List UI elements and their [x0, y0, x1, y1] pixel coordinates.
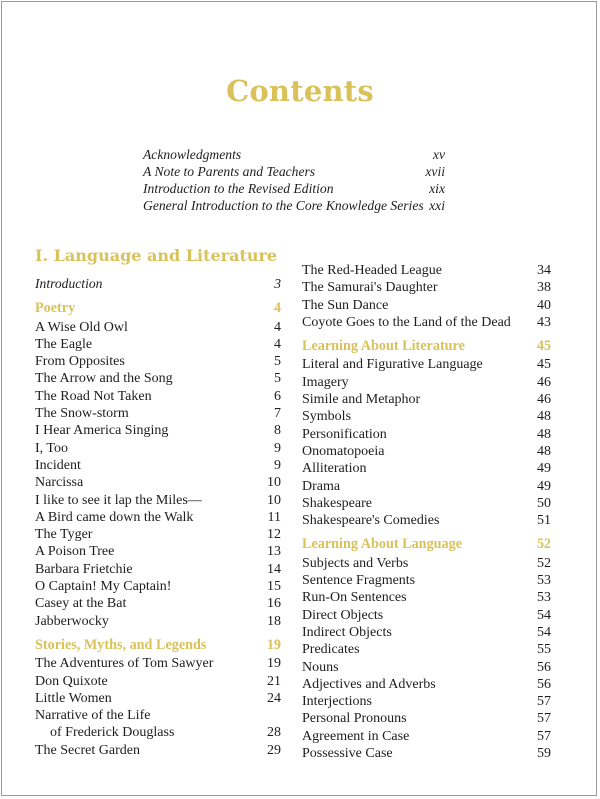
- toc-entry[interactable]: [302, 710, 551, 727]
- toc-right-column: [302, 262, 551, 762]
- entry-title: Simile and Metaphor: [302, 392, 421, 408]
- front-matter-list: [143, 146, 445, 214]
- entry-page: 15: [267, 579, 281, 595]
- toc-entry[interactable]: [35, 613, 281, 630]
- entry-title: Stories, Myths, and Legends: [35, 636, 207, 653]
- toc-entry[interactable]: [302, 426, 551, 443]
- entry-title: Symbols: [302, 409, 352, 425]
- entry-title: Learning About Language: [302, 536, 463, 553]
- toc-subsection-heading[interactable]: [302, 536, 551, 553]
- entry-page: 51: [537, 513, 551, 529]
- entry-page: 49: [537, 478, 551, 494]
- entry-title: Onomatopoeia: [302, 443, 385, 459]
- toc-entry[interactable]: [302, 607, 551, 624]
- toc-entry[interactable]: [35, 561, 281, 578]
- entry-title: Subjects and Verbs: [302, 555, 409, 571]
- front-matter-item[interactable]: [143, 180, 445, 197]
- entry-page: 43: [537, 314, 551, 330]
- entry-title: Sentence Fragments: [302, 573, 416, 589]
- toc-entry[interactable]: [302, 495, 551, 512]
- toc-entry[interactable]: [302, 659, 551, 676]
- entry-page: 57: [537, 694, 551, 710]
- entry-page: xix: [429, 181, 445, 196]
- front-matter-item[interactable]: [143, 146, 445, 163]
- entry-page: 9: [274, 457, 281, 473]
- entry-page: 9: [274, 440, 281, 456]
- entry-title: The Samurai's Daughter: [302, 280, 438, 296]
- entry-title: Agreement in Case: [302, 728, 410, 744]
- entry-page: 5: [274, 354, 281, 370]
- entry-title: The Secret Garden: [35, 742, 140, 758]
- entry-title: Acknowledgments: [143, 147, 242, 162]
- entry-title: Little Women: [35, 690, 112, 706]
- entry-page: 28: [267, 725, 281, 741]
- entry-title: Casey at the Bat: [35, 596, 127, 612]
- toc-entry[interactable]: [35, 405, 281, 422]
- entry-title: Alliteration: [302, 461, 367, 477]
- entry-page: 4: [274, 319, 281, 335]
- entry-title: The Red-Headed League: [302, 263, 442, 278]
- entry-page: 46: [537, 374, 551, 390]
- entry-title: A Note to Parents and Teachers: [143, 164, 316, 179]
- entry-page: 10: [267, 475, 281, 491]
- toc-entry[interactable]: [302, 745, 551, 762]
- entry-title: Introduction to the Revised Edition: [143, 181, 334, 196]
- toc-entry[interactable]: [302, 443, 551, 460]
- entry-page: 7: [274, 406, 281, 422]
- entry-title: of Frederick Douglass: [50, 725, 175, 741]
- section-heading: I. Language and Literature: [35, 246, 278, 265]
- entry-title: General Introduction to the Core Knowledge Series: [143, 198, 424, 213]
- entry-page: 40: [537, 297, 551, 313]
- entry-title: The Snow-storm: [35, 406, 129, 422]
- entry-page: 54: [537, 624, 551, 640]
- entry-title: Learning About Literature: [302, 338, 465, 355]
- entry-title: Personal Pronouns: [302, 711, 407, 727]
- toc-entry[interactable]: [302, 641, 551, 658]
- toc-entry[interactable]: [35, 440, 281, 457]
- entry-page: 4: [273, 300, 281, 317]
- entry-title: The Arrow and the Song: [35, 371, 173, 387]
- entry-title: A Bird came down the Walk: [35, 509, 194, 525]
- entry-title: Narcissa: [35, 475, 84, 491]
- entry-title: I Hear America Singing: [35, 423, 169, 439]
- entry-title: Possessive Case: [302, 746, 393, 762]
- entry-page: 38: [537, 280, 551, 296]
- entry-title: The Road Not Taken: [35, 388, 152, 404]
- toc-entry[interactable]: [302, 555, 551, 572]
- entry-page: 18: [267, 613, 281, 629]
- toc-entry[interactable]: [302, 297, 551, 314]
- entry-page: 59: [537, 746, 551, 762]
- toc-entry[interactable]: [35, 275, 281, 292]
- front-matter-item[interactable]: [143, 197, 445, 214]
- entry-title: Imagery: [302, 374, 349, 390]
- entry-title: Direct Objects: [302, 607, 384, 623]
- toc-entry[interactable]: [35, 595, 281, 612]
- entry-title: I like to see it lap the Miles—: [35, 492, 202, 508]
- entry-title: A Wise Old Owl: [35, 319, 128, 335]
- entry-page: 29: [267, 742, 281, 758]
- entry-page: 57: [537, 711, 551, 727]
- entry-title: Poetry: [35, 300, 76, 317]
- toc-subsection-heading[interactable]: [35, 637, 281, 654]
- entry-page: 10: [267, 492, 281, 508]
- toc-entry[interactable]: [35, 707, 281, 724]
- toc-subsection-heading[interactable]: [302, 338, 551, 355]
- toc-entry[interactable]: [302, 279, 551, 296]
- entry-page: 34: [537, 263, 551, 278]
- toc-entry[interactable]: [302, 693, 551, 710]
- toc-entry[interactable]: [302, 512, 551, 529]
- entry-title: Adjectives and Adverbs: [302, 676, 436, 692]
- entry-page: 11: [267, 509, 281, 525]
- entry-title: The Adventures of Tom Sawyer: [35, 656, 214, 672]
- entry-page: 5: [274, 371, 281, 387]
- toc-entry[interactable]: [35, 742, 281, 759]
- entry-title: Jabberwocky: [35, 613, 109, 629]
- entry-page: xxi: [429, 198, 445, 213]
- entry-page: 13: [267, 544, 281, 560]
- entry-page: 53: [537, 573, 551, 589]
- entry-page: 56: [537, 676, 551, 692]
- toc-entry[interactable]: [302, 374, 551, 391]
- toc-entry[interactable]: [35, 474, 281, 491]
- toc-entry[interactable]: [302, 589, 551, 606]
- toc-entry[interactable]: [35, 319, 281, 336]
- toc-entry[interactable]: [35, 578, 281, 595]
- entry-page: 45: [536, 338, 551, 355]
- entry-page: 49: [537, 461, 551, 477]
- entry-page: 53: [537, 590, 551, 606]
- toc-entry[interactable]: [35, 336, 281, 353]
- toc-entry[interactable]: [302, 262, 551, 279]
- entry-title: The Sun Dance: [302, 297, 389, 313]
- toc-entry[interactable]: [302, 676, 551, 693]
- toc-entry[interactable]: [35, 724, 281, 741]
- entry-title: Personification: [302, 426, 387, 442]
- entry-page: xv: [432, 147, 445, 162]
- page-title: Contents: [226, 74, 374, 108]
- entry-page: 24: [267, 690, 281, 706]
- toc-entry[interactable]: [302, 408, 551, 425]
- toc-entry[interactable]: [35, 492, 281, 509]
- toc-entry[interactable]: [35, 422, 281, 439]
- entry-page: 14: [267, 561, 281, 577]
- entry-title: I, Too: [35, 440, 68, 456]
- entry-page: 45: [537, 357, 551, 373]
- toc-entry[interactable]: [35, 457, 281, 474]
- entry-page: 21: [267, 673, 281, 689]
- entry-title: O Captain! My Captain!: [35, 579, 172, 595]
- entry-page: xvii: [425, 164, 445, 179]
- entry-title: Introduction: [35, 276, 103, 291]
- toc-entry[interactable]: [302, 460, 551, 477]
- toc-entry[interactable]: [302, 624, 551, 641]
- front-matter-item[interactable]: [143, 163, 445, 180]
- entry-title: From Opposites: [35, 354, 125, 370]
- entry-page: 46: [537, 392, 551, 408]
- entry-title: Predicates: [302, 642, 360, 658]
- entry-title: Run-On Sentences: [302, 590, 407, 606]
- entry-page: 3: [274, 276, 281, 291]
- toc-entry[interactable]: [302, 478, 551, 495]
- entry-title: The Eagle: [35, 336, 93, 352]
- entry-title: Barbara Frietchie: [35, 561, 133, 577]
- toc-left-column: [35, 275, 281, 759]
- toc-entry[interactable]: [35, 388, 281, 405]
- entry-page: 56: [537, 659, 551, 675]
- entry-page: 50: [537, 495, 551, 511]
- entry-page: 6: [274, 388, 281, 404]
- toc-entry[interactable]: [302, 572, 551, 589]
- entry-title: Shakespeare: [302, 495, 372, 511]
- entry-title: The Tyger: [35, 527, 93, 543]
- toc-entry[interactable]: [35, 526, 281, 543]
- entry-page: 48: [537, 426, 551, 442]
- toc-entry[interactable]: [302, 314, 551, 331]
- entry-title: Shakespeare's Comedies: [302, 513, 440, 529]
- toc-entry[interactable]: [302, 391, 551, 408]
- entry-title: Narrative of the Life: [35, 708, 151, 724]
- toc-entry[interactable]: [35, 690, 281, 707]
- entry-page: 12: [267, 527, 281, 543]
- entry-page: 16: [267, 596, 281, 612]
- toc-entry[interactable]: [35, 655, 281, 672]
- toc-entry[interactable]: [35, 509, 281, 526]
- entry-page: 4: [274, 336, 281, 352]
- entry-page: 19: [266, 636, 281, 653]
- entry-title: Indirect Objects: [302, 624, 392, 640]
- entry-title: A Poison Tree: [35, 544, 115, 560]
- toc-entry[interactable]: [35, 353, 281, 370]
- entry-page: 55: [537, 642, 551, 658]
- toc-entry[interactable]: [302, 356, 551, 373]
- entry-page: 48: [537, 409, 551, 425]
- entry-title: Incident: [35, 457, 81, 473]
- entry-title: Drama: [302, 478, 341, 494]
- entry-page: 57: [537, 728, 551, 744]
- toc-entry[interactable]: [35, 543, 281, 560]
- entry-page: 54: [537, 607, 551, 623]
- entry-title: Interjections: [302, 694, 372, 710]
- entry-page: 8: [274, 423, 281, 439]
- entry-page: 48: [537, 443, 551, 459]
- toc-entry[interactable]: [35, 673, 281, 690]
- toc-entry[interactable]: [35, 370, 281, 387]
- entry-page: 52: [536, 536, 551, 553]
- entry-title: Literal and Figurative Language: [302, 357, 483, 373]
- toc-subsection-heading[interactable]: [35, 300, 281, 317]
- entry-title: Don Quixote: [35, 673, 108, 689]
- entry-page: 52: [537, 555, 551, 571]
- entry-page: 19: [267, 656, 281, 672]
- entry-title: Nouns: [302, 659, 339, 675]
- entry-title: Coyote Goes to the Land of the Dead: [302, 314, 511, 330]
- toc-entry[interactable]: [302, 728, 551, 745]
